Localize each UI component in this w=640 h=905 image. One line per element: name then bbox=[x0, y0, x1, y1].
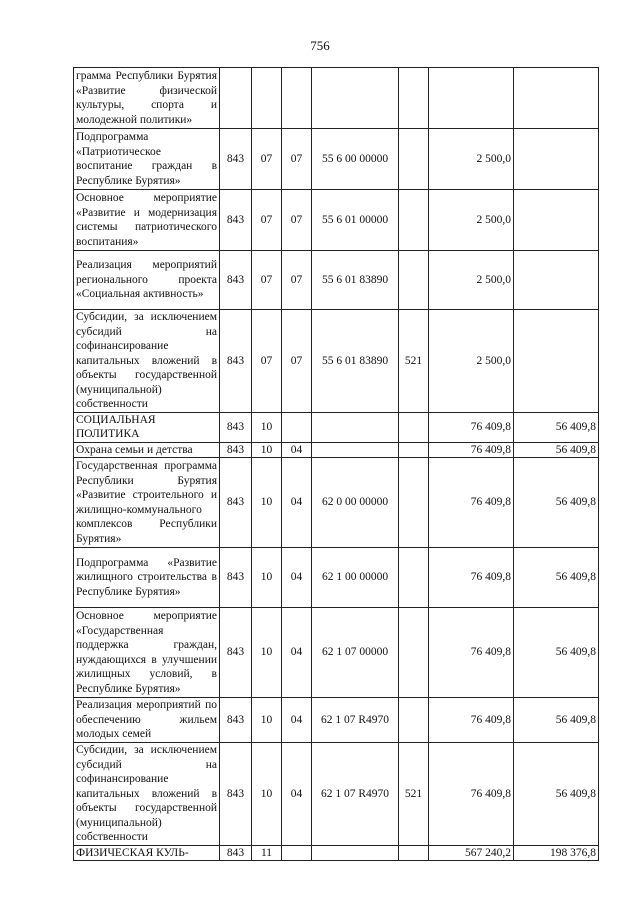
subsection-code-cell: 04 bbox=[282, 458, 312, 548]
subsection-code-cell: 04 bbox=[282, 548, 312, 608]
table-row bbox=[74, 310, 599, 413]
target-article-cell: 55 6 01 83890 bbox=[312, 251, 399, 310]
table-row bbox=[74, 251, 599, 310]
target-article-cell: 62 0 00 00000 bbox=[312, 458, 399, 548]
section-code-cell: 10 bbox=[252, 608, 282, 698]
row-name-cell: Реализация мероприятий регионального проекта «Социальная активность» bbox=[74, 251, 220, 310]
target-article-cell: 62 1 07 00000 bbox=[312, 608, 399, 698]
section-code-cell: 11 bbox=[252, 845, 282, 861]
amount-cell-second: 56 409,8 bbox=[514, 698, 599, 743]
table-row bbox=[74, 442, 599, 458]
ved-code-cell: 843 bbox=[220, 310, 252, 413]
row-name-cell: Субсидии, за исключением субсидий на софинансирование капитальных вложений в объекты государственной (муниципальной) собственности bbox=[74, 743, 220, 846]
ved-code-cell: 843 bbox=[220, 129, 252, 190]
section-code-cell: 10 bbox=[252, 698, 282, 743]
subsection-code-cell bbox=[282, 845, 312, 861]
row-name-cell: ФИЗИЧЕСКАЯ КУЛЬ- bbox=[74, 845, 220, 861]
section-code-cell: 10 bbox=[252, 442, 282, 458]
row-name-cell: Подпрограмма «Развитие жилищного строительства в Республике Бурятия» bbox=[74, 548, 220, 608]
row-name-cell: грамма Республики Бурятия «Развитие физической культуры, спорта и молодежной политики» bbox=[74, 68, 220, 129]
expense-type-cell bbox=[399, 608, 429, 698]
amount-cell-second bbox=[514, 68, 599, 129]
amount-cell: 2 500,0 bbox=[429, 310, 514, 413]
amount-cell bbox=[429, 68, 514, 129]
table-row bbox=[74, 68, 599, 129]
table-row bbox=[74, 548, 599, 608]
amount-cell: 2 500,0 bbox=[429, 190, 514, 251]
amount-cell: 76 409,8 bbox=[429, 458, 514, 548]
section-code-cell: 10 bbox=[252, 548, 282, 608]
amount-cell: 567 240,2 bbox=[429, 845, 514, 861]
expense-type-cell bbox=[399, 129, 429, 190]
expense-type-cell: 521 bbox=[399, 310, 429, 413]
ved-code-cell: 843 bbox=[220, 548, 252, 608]
expense-type-cell bbox=[399, 190, 429, 251]
ved-code-cell: 843 bbox=[220, 442, 252, 458]
subsection-code-cell: 07 bbox=[282, 251, 312, 310]
target-article-cell: 55 6 01 83890 bbox=[312, 310, 399, 413]
row-name-cell: Основное мероприятие «Развитие и модернизация системы патриотического воспитания» bbox=[74, 190, 220, 251]
amount-cell: 76 409,8 bbox=[429, 442, 514, 458]
subsection-code-cell bbox=[282, 412, 312, 442]
amount-cell: 76 409,8 bbox=[429, 698, 514, 743]
expense-type-cell bbox=[399, 548, 429, 608]
subsection-code-cell: 04 bbox=[282, 743, 312, 846]
amount-cell: 76 409,8 bbox=[429, 548, 514, 608]
amount-cell-second bbox=[514, 129, 599, 190]
expense-type-cell bbox=[399, 698, 429, 743]
ved-code-cell: 843 bbox=[220, 458, 252, 548]
subsection-code-cell: 04 bbox=[282, 698, 312, 743]
amount-cell-second bbox=[514, 310, 599, 413]
amount-cell: 2 500,0 bbox=[429, 129, 514, 190]
amount-cell-second bbox=[514, 251, 599, 310]
expense-type-cell bbox=[399, 412, 429, 442]
target-article-cell: 62 1 00 00000 bbox=[312, 548, 399, 608]
table-row bbox=[74, 845, 599, 861]
section-code-cell: 07 bbox=[252, 251, 282, 310]
amount-cell: 2 500,0 bbox=[429, 251, 514, 310]
expense-type-cell bbox=[399, 68, 429, 129]
row-name-cell: Охрана семьи и детства bbox=[74, 442, 220, 458]
expense-type-cell bbox=[399, 251, 429, 310]
expense-type-cell bbox=[399, 845, 429, 861]
ved-code-cell: 843 bbox=[220, 251, 252, 310]
section-code-cell: 07 bbox=[252, 190, 282, 251]
amount-cell-second: 56 409,8 bbox=[514, 412, 599, 442]
table-row bbox=[74, 129, 599, 190]
amount-cell: 76 409,8 bbox=[429, 412, 514, 442]
amount-cell: 76 409,8 bbox=[429, 608, 514, 698]
subsection-code-cell: 04 bbox=[282, 608, 312, 698]
ved-code-cell: 843 bbox=[220, 190, 252, 251]
amount-cell-second: 56 409,8 bbox=[514, 608, 599, 698]
table-row bbox=[74, 458, 599, 548]
table-row bbox=[74, 608, 599, 698]
page-number: 756 bbox=[310, 38, 330, 53]
amount-cell-second: 56 409,8 bbox=[514, 548, 599, 608]
ved-code-cell bbox=[220, 68, 252, 129]
ved-code-cell: 843 bbox=[220, 845, 252, 861]
ved-code-cell: 843 bbox=[220, 743, 252, 846]
ved-code-cell: 843 bbox=[220, 608, 252, 698]
subsection-code-cell: 07 bbox=[282, 129, 312, 190]
expense-type-cell bbox=[399, 442, 429, 458]
target-article-cell: 55 6 01 00000 bbox=[312, 190, 399, 251]
section-code-cell: 07 bbox=[252, 129, 282, 190]
subsection-code-cell bbox=[282, 68, 312, 129]
subsection-code-cell: 07 bbox=[282, 310, 312, 413]
target-article-cell: 55 6 00 00000 bbox=[312, 129, 399, 190]
target-article-cell bbox=[312, 68, 399, 129]
target-article-cell: 62 1 07 R4970 bbox=[312, 698, 399, 743]
subsection-code-cell: 04 bbox=[282, 442, 312, 458]
budget-table bbox=[73, 67, 599, 861]
section-code-cell bbox=[252, 68, 282, 129]
target-article-cell: 62 1 07 R4970 bbox=[312, 743, 399, 846]
row-name-cell: Государственная программа Республики Бурятия «Развитие строительного и жилищно-коммунального комплексов Республики Бурятия» bbox=[74, 458, 220, 548]
section-code-cell: 10 bbox=[252, 743, 282, 846]
section-code-cell: 10 bbox=[252, 412, 282, 442]
expense-type-cell: 521 bbox=[399, 743, 429, 846]
row-name-cell: Субсидии, за исключением субсидий на софинансирование капитальных вложений в объекты государственной (муниципальной) собственности bbox=[74, 310, 220, 413]
ved-code-cell: 843 bbox=[220, 698, 252, 743]
target-article-cell bbox=[312, 412, 399, 442]
target-article-cell bbox=[312, 845, 399, 861]
row-name-cell: Основное мероприятие «Государственная поддержка граждан, нуждающихся в улучшении жилищных условий, в Республике Бурятия» bbox=[74, 608, 220, 698]
expense-type-cell bbox=[399, 458, 429, 548]
amount-cell-second: 56 409,8 bbox=[514, 458, 599, 548]
ved-code-cell: 843 bbox=[220, 412, 252, 442]
table-row bbox=[74, 698, 599, 743]
table-row bbox=[74, 412, 599, 442]
table-row bbox=[74, 190, 599, 251]
target-article-cell bbox=[312, 442, 399, 458]
row-name-cell: Подпрограмма «Патриотическое воспитание граждан в Республике Бурятия» bbox=[74, 129, 220, 190]
row-name-cell: Реализация мероприятий по обеспечению жильем молодых семей bbox=[74, 698, 220, 743]
amount-cell-second bbox=[514, 190, 599, 251]
subsection-code-cell: 07 bbox=[282, 190, 312, 251]
amount-cell-second: 56 409,8 bbox=[514, 743, 599, 846]
table-row bbox=[74, 743, 599, 846]
section-code-cell: 10 bbox=[252, 458, 282, 548]
amount-cell-second: 198 376,8 bbox=[514, 845, 599, 861]
amount-cell-second: 56 409,8 bbox=[514, 442, 599, 458]
section-code-cell: 07 bbox=[252, 310, 282, 413]
amount-cell: 76 409,8 bbox=[429, 743, 514, 846]
row-name-cell: СОЦИАЛЬНАЯ ПОЛИТИКА bbox=[74, 412, 220, 442]
